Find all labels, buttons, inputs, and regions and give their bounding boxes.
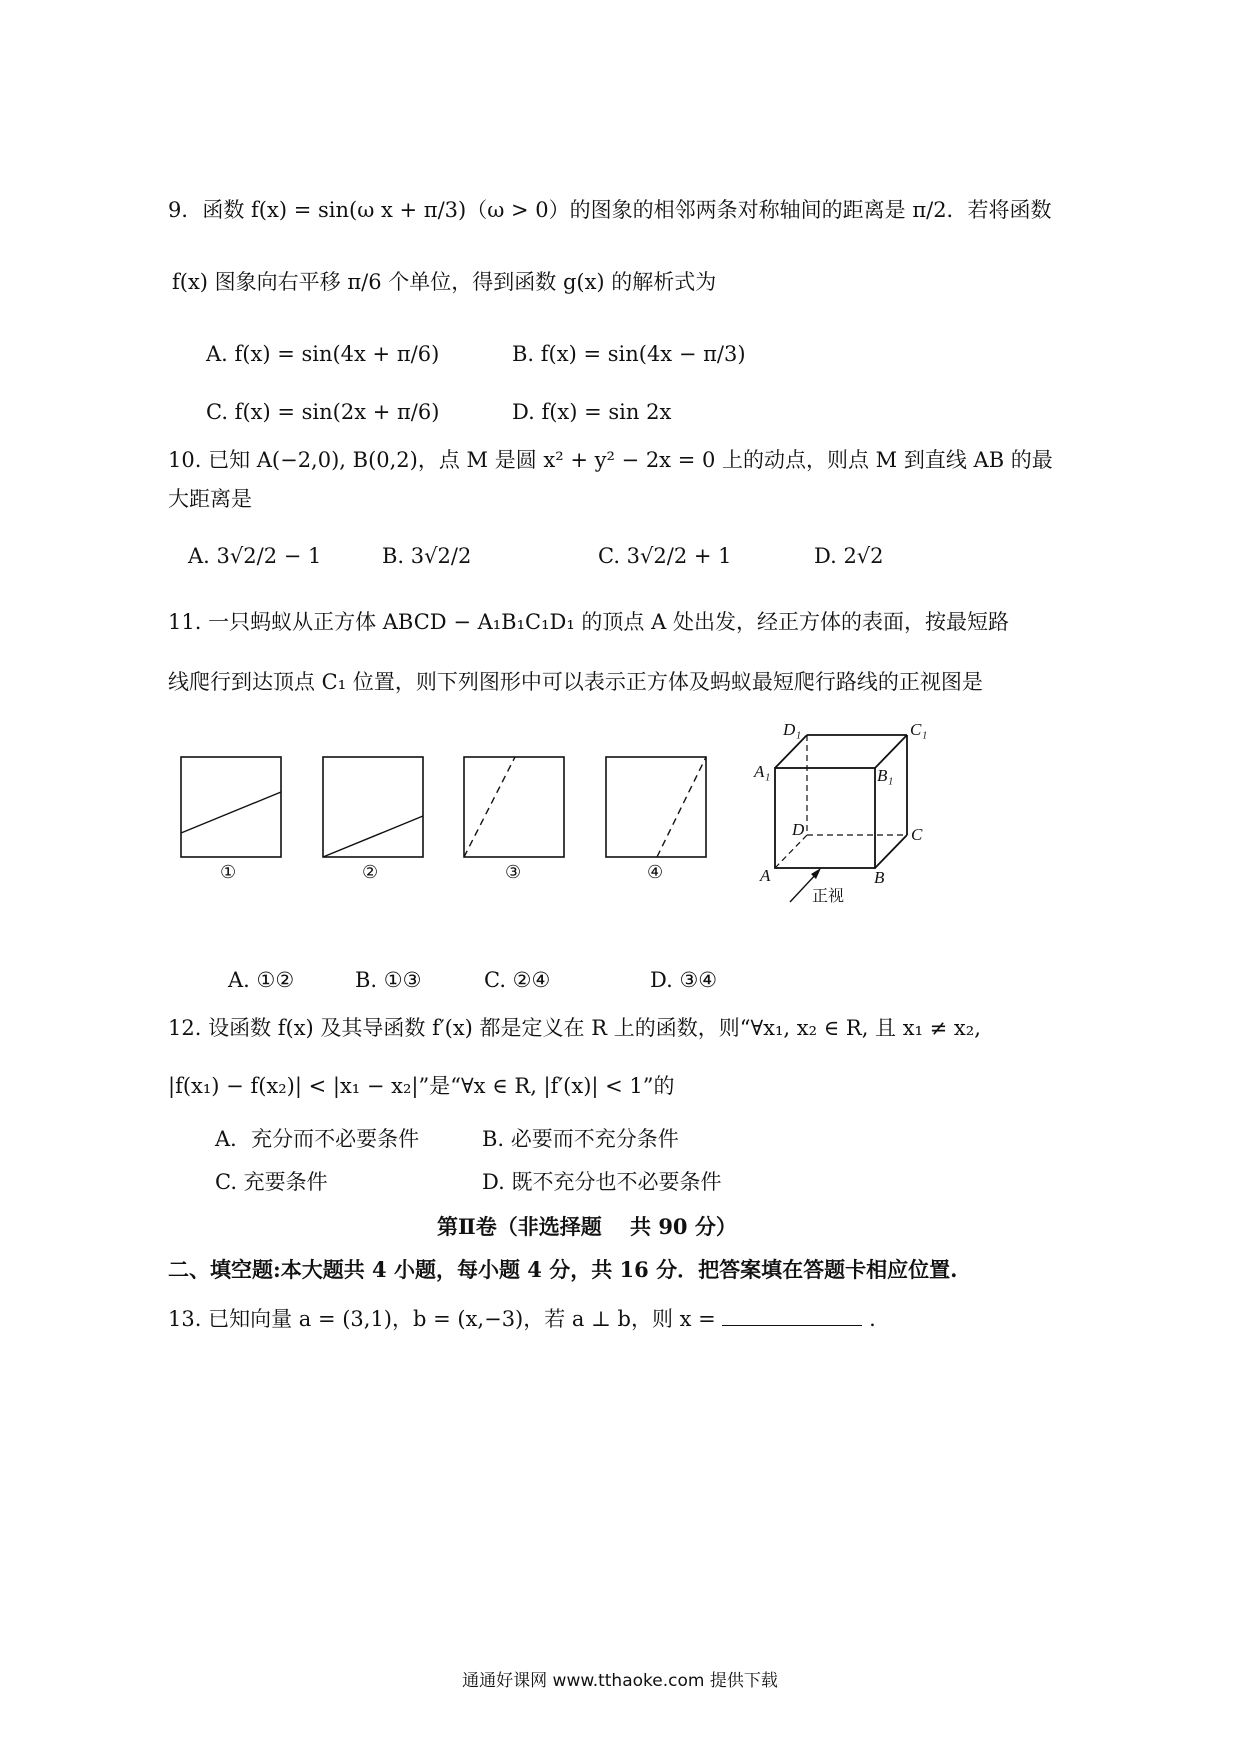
figure-1-label: ① <box>220 862 237 883</box>
q12-option-c: C. 充要条件 <box>215 1170 328 1194</box>
figure-1 <box>180 756 282 858</box>
q9-option-a: A. f(x) = sin(4x + π/6) <box>206 342 440 366</box>
q11-option-d: D. ③④ <box>650 968 718 992</box>
figure-2 <box>322 756 424 858</box>
page-footer: 通通好课网 www.tthaoke.com 提供下载 <box>462 1671 778 1691</box>
section2-heading: 二、填空题:本大题共 4 小题，每小题 4 分，共 16 分．把答案填在答题卡相应位置. <box>168 1257 958 1282</box>
cube-label-b1: B₁ <box>877 766 894 785</box>
q11-option-c: C. ②④ <box>484 968 551 992</box>
q12-line1: 12. 设函数 f(x) 及其导函数 f′(x) 都是定义在 R 上的函数，则“∀x₁, x₂ ∈ R, 且 x₁ ≠ x₂, <box>168 1016 981 1040</box>
q9-line1: 9．函数 f(x) = sin(ω x + π/3)（ω > 0）的图象的相邻两条对称轴间的距离是 π/2．若将函数 <box>168 198 1052 222</box>
q13-period: . <box>869 1307 876 1331</box>
cube-view-label: 正视 <box>812 886 845 905</box>
q11-line1: 11. 一只蚂蚁从正方体 ABCD − A₁B₁C₁D₁ 的顶点 A 处出发，经正方体的表面，按最短路 <box>168 610 1009 634</box>
q12-option-d: D. 既不充分也不必要条件 <box>482 1170 722 1194</box>
q13-answer-blank[interactable] <box>722 1309 862 1326</box>
q11-line2: 线爬行到达顶点 C₁ 位置，则下列图形中可以表示正方体及蚂蚁最短爬行路线的正视图是 <box>168 670 983 694</box>
q13-text <box>168 1309 876 1330</box>
q10-option-a: A. 3√2/2 − 1 <box>188 544 322 568</box>
cube-label-c1: C₁ <box>910 720 928 739</box>
q10-option-b: B. 3√2/2 <box>382 544 472 568</box>
q9-option-d: D. f(x) = sin 2x <box>512 400 672 424</box>
cube-label-a: A <box>760 866 771 885</box>
q12-option-a: A．充分而不必要条件 <box>215 1127 420 1151</box>
q10-option-c: C. 3√2/2 + 1 <box>598 544 732 568</box>
q9-line2: f(x) 图象向右平移 π/6 个单位，得到函数 g(x) 的解析式为 <box>172 270 717 294</box>
q12-option-b: B. 必要而不充分条件 <box>482 1127 679 1151</box>
q9-option-c: C. f(x) = sin(2x + π/6) <box>206 400 440 424</box>
figure-4-label: ④ <box>647 862 664 883</box>
figure-3 <box>463 756 565 858</box>
section2-title: 第Ⅱ卷（非选择题 共 90 分） <box>437 1214 737 1239</box>
q13-question: 13. 已知向量 a = (3,1)，b = (x,−3)，若 a ⊥ b，则 x = <box>168 1307 716 1331</box>
cube-label-a1: A₁ <box>754 762 771 781</box>
q9-option-b: B. f(x) = sin(4x − π/3) <box>512 342 746 366</box>
cube-label-b: B <box>874 868 885 887</box>
cube-label-c: C <box>911 825 923 844</box>
figure-3-label: ③ <box>505 862 522 883</box>
figure-2-label: ② <box>362 862 379 883</box>
q10-line1: 10. 已知 A(−2,0), B(0,2)，点 M 是圆 x² + y² − 2x = 0 上的动点，则点 M 到直线 AB 的最 <box>168 448 1053 472</box>
cube-figure <box>750 720 940 910</box>
cube-label-d1: D₁ <box>783 720 802 739</box>
q10-option-d: D. 2√2 <box>814 544 884 568</box>
figure-4 <box>605 756 707 858</box>
q11-option-a: A. ①② <box>228 968 295 992</box>
q12-line2: |f(x₁) − f(x₂)| < |x₁ − x₂|”是“∀x ∈ R, |f′(x)| < 1”的 <box>168 1074 675 1098</box>
q10-line2: 大距离是 <box>168 487 252 511</box>
cube-label-d: D <box>792 820 805 839</box>
q11-option-b: B. ①③ <box>355 968 422 992</box>
